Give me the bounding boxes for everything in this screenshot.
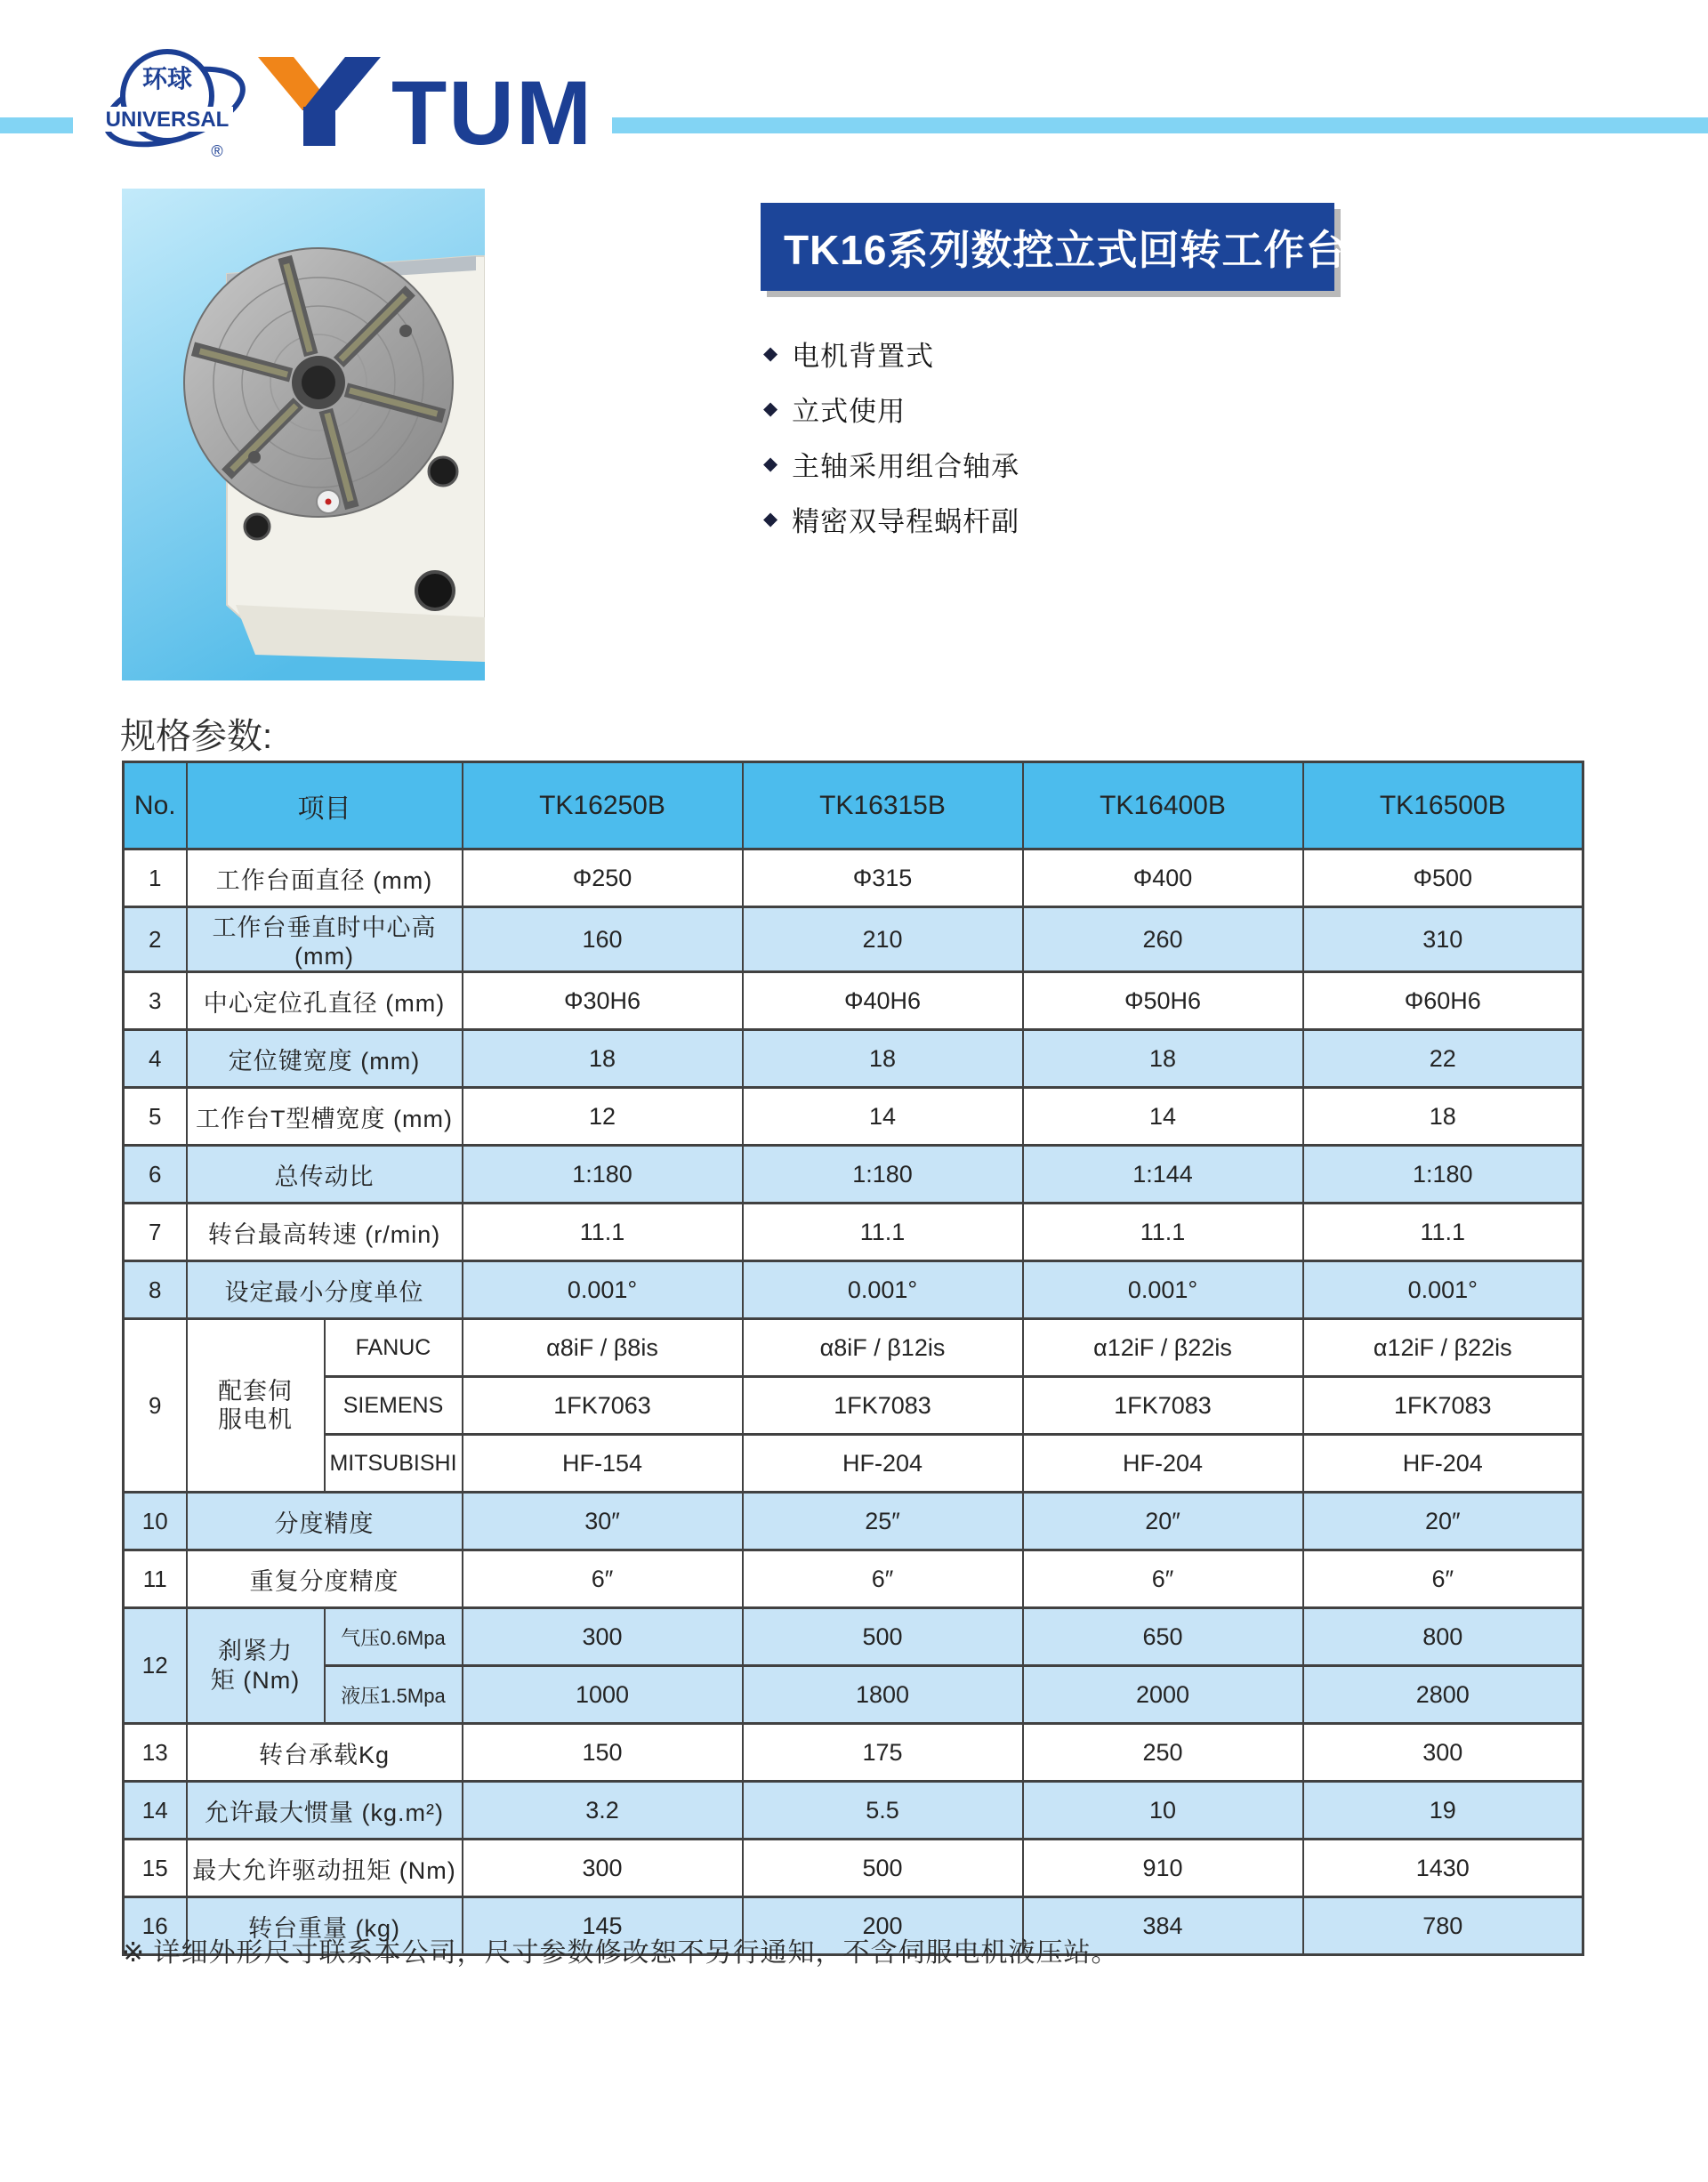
cell-value: 6″ (463, 1550, 743, 1608)
table-row (124, 849, 1583, 907)
feature-item (763, 436, 1019, 491)
row-label: 定位键宽度 (mm) (187, 1030, 463, 1088)
cell-value: 0.001° (463, 1261, 743, 1319)
cell-value: α8iF / β8is (463, 1319, 743, 1377)
cell-value: α12iF / β22is (1303, 1319, 1583, 1377)
cell-value: 650 (1023, 1608, 1303, 1666)
cell-value: 11.1 (463, 1204, 743, 1261)
feature-text: 主轴采用组合轴承 (792, 450, 1020, 482)
table-row (124, 1840, 1583, 1897)
cell-value: 12 (463, 1088, 743, 1146)
header-accent-bar-right (612, 117, 1708, 133)
feature-list (763, 326, 1019, 546)
series-title: TK16系列数控立式回转工作台 (784, 226, 1348, 273)
cell-value: HF-204 (1303, 1435, 1583, 1493)
cell-value: 210 (743, 907, 1023, 972)
cell-value: 500 (743, 1608, 1023, 1666)
cell-value: 2800 (1303, 1666, 1583, 1724)
cell-value: 1:180 (743, 1146, 1023, 1204)
table-row (124, 1204, 1583, 1261)
col-header-tk16315b: TK16315B (743, 762, 1023, 849)
cell-value: 11.1 (743, 1204, 1023, 1261)
y-stem (303, 107, 335, 146)
row-label: 最大允许驱动扭矩 (Nm) (187, 1840, 463, 1897)
cell-value: 14 (743, 1088, 1023, 1146)
cell-value: 300 (463, 1608, 743, 1666)
cell-value: 18 (463, 1030, 743, 1088)
universal-globe-logo (100, 32, 249, 181)
cell-value: 1FK7083 (1023, 1377, 1303, 1435)
cell-value: 30″ (463, 1493, 743, 1550)
table-row-servo-mitsubishi (124, 1435, 1583, 1493)
feature-item (763, 491, 1019, 546)
table-row-servo-siemens (124, 1377, 1583, 1435)
sub-label-siemens: SIEMENS (325, 1377, 463, 1435)
cell-value: 11.1 (1303, 1204, 1583, 1261)
cell-value: 0.001° (743, 1261, 1023, 1319)
row-no: 10 (124, 1493, 187, 1550)
col-header-tk16250b: TK16250B (463, 762, 743, 849)
cell-value: 800 (1303, 1608, 1583, 1666)
cell-value: 6″ (1023, 1550, 1303, 1608)
cell-value: Φ315 (743, 849, 1023, 907)
row-label: 转台承载Kg (187, 1724, 463, 1782)
wordmark-tum-text: TUM (391, 62, 593, 148)
cell-value: 250 (1023, 1724, 1303, 1782)
series-title-banner (761, 203, 1348, 291)
feature-text: 精密双导程蜗杆副 (792, 505, 1020, 537)
cell-value: 1430 (1303, 1840, 1583, 1897)
feature-item (763, 326, 1019, 381)
sub-label-air-pressure: 气压0.6Mpa (325, 1608, 463, 1666)
cell-value: 1:144 (1023, 1146, 1303, 1204)
cell-value: 11.1 (1023, 1204, 1303, 1261)
logo-registered-mark: ® (211, 142, 223, 160)
row-label: 转台重量 (kg) (187, 1897, 463, 1955)
cell-value: Φ60H6 (1303, 972, 1583, 1030)
col-header-no: No. (124, 762, 187, 849)
row-label: 重复分度精度 (187, 1550, 463, 1608)
col-header-tk16400b: TK16400B (1023, 762, 1303, 849)
row-no: 6 (124, 1146, 187, 1204)
feature-text: 电机背置式 (792, 340, 935, 372)
cell-value: 1FK7083 (743, 1377, 1023, 1435)
table-row (124, 907, 1583, 972)
row-label: 设定最小分度单位 (187, 1261, 463, 1319)
table-row (124, 1088, 1583, 1146)
cell-value: HF-204 (1023, 1435, 1303, 1493)
cell-value: 19 (1303, 1782, 1583, 1840)
col-header-item: 项目 (187, 762, 463, 849)
cell-value: 6″ (743, 1550, 1023, 1608)
row-label: 总传动比 (187, 1146, 463, 1204)
cell-value: 300 (463, 1840, 743, 1897)
cell-value: 10 (1023, 1782, 1303, 1840)
table-row-servo-fanuc (124, 1319, 1583, 1377)
spec-table (122, 761, 1584, 1956)
table-row (124, 1550, 1583, 1608)
diamond-bullet-icon: ◆ (763, 453, 778, 474)
row-label-servo-motor: 配套伺服电机 (187, 1319, 325, 1493)
row-label-brake-torque: 刹紧力矩 (Nm) (187, 1608, 325, 1724)
cell-value: 780 (1303, 1897, 1583, 1955)
cell-value: 1:180 (1303, 1146, 1583, 1204)
table-row (124, 1493, 1583, 1550)
row-label: 转台最高转速 (r/min) (187, 1204, 463, 1261)
header-accent-bar-left (0, 117, 73, 133)
cell-value: 310 (1303, 907, 1583, 972)
cell-value: α12iF / β22is (1023, 1319, 1303, 1377)
feature-item (763, 381, 1019, 436)
row-no: 8 (124, 1261, 187, 1319)
cell-value: α8iF / β12is (743, 1319, 1023, 1377)
cell-value: 1:180 (463, 1146, 743, 1204)
sub-label-mitsubishi: MITSUBISHI (325, 1435, 463, 1493)
table-row (124, 1724, 1583, 1782)
cell-value: 910 (1023, 1840, 1303, 1897)
cell-value: 25″ (743, 1493, 1023, 1550)
row-label: 工作台面直径 (mm) (187, 849, 463, 907)
footnote: ※ 详细外形尺寸联系本公司，尺寸参数修改恕不另行通知，不含伺服电机液压站。 (122, 1938, 1119, 1968)
cell-value: 150 (463, 1724, 743, 1782)
cell-value: 1000 (463, 1666, 743, 1724)
row-no: 12 (124, 1608, 187, 1724)
cell-value: 20″ (1023, 1493, 1303, 1550)
cell-value: 200 (743, 1897, 1023, 1955)
cell-value: Φ500 (1303, 849, 1583, 907)
row-label: 工作台垂直时中心高 (mm) (187, 907, 463, 972)
cell-value: 1800 (743, 1666, 1023, 1724)
table-row (124, 1261, 1583, 1319)
section-title: 规格参数: (120, 717, 273, 756)
cell-value: 0.001° (1303, 1261, 1583, 1319)
cell-value: HF-154 (463, 1435, 743, 1493)
row-no: 13 (124, 1724, 187, 1782)
cell-value: 18 (1023, 1030, 1303, 1088)
row-no: 15 (124, 1840, 187, 1897)
logo-cn-text: 环球 (141, 65, 193, 93)
knob-icon (416, 572, 454, 609)
row-no: 2 (124, 907, 187, 972)
table-row-brake-hydraulic (124, 1666, 1583, 1724)
diamond-bullet-icon: ◆ (763, 342, 778, 364)
logo-en-text: UNIVERSAL (105, 108, 230, 132)
sub-label-fanuc: FANUC (325, 1319, 463, 1377)
row-no: 9 (124, 1319, 187, 1493)
cell-value: Φ250 (463, 849, 743, 907)
cell-value: 500 (743, 1840, 1023, 1897)
cell-value: Φ30H6 (463, 972, 743, 1030)
cell-value: Φ400 (1023, 849, 1303, 907)
cell-value: 14 (1023, 1088, 1303, 1146)
globe-logo-icon (100, 32, 249, 181)
ytum-wordmark (256, 55, 630, 148)
knob-icon (245, 514, 270, 539)
cell-value: 300 (1303, 1724, 1583, 1782)
cell-value: 6″ (1303, 1550, 1583, 1608)
feature-text: 立式使用 (792, 395, 906, 427)
cell-value: 22 (1303, 1030, 1583, 1088)
table-row (124, 1146, 1583, 1204)
diamond-bullet-icon: ◆ (763, 508, 778, 529)
knob-icon (429, 457, 457, 486)
diamond-bullet-icon: ◆ (763, 398, 778, 419)
row-no: 5 (124, 1088, 187, 1146)
row-no: 1 (124, 849, 187, 907)
cell-value: Φ50H6 (1023, 972, 1303, 1030)
cell-value: 3.2 (463, 1782, 743, 1840)
cell-value: 0.001° (1023, 1261, 1303, 1319)
cell-value: 384 (1023, 1897, 1303, 1955)
cell-value: 18 (743, 1030, 1023, 1088)
cell-value: 1FK7063 (463, 1377, 743, 1435)
spec-table-header-row (124, 762, 1583, 849)
product-photo-rotary-table (122, 189, 485, 680)
row-label: 工作台T型槽宽度 (mm) (187, 1088, 463, 1146)
cell-value: 18 (1303, 1088, 1583, 1146)
row-no: 7 (124, 1204, 187, 1261)
cell-value: 2000 (1023, 1666, 1303, 1724)
table-row (124, 972, 1583, 1030)
row-label: 分度精度 (187, 1493, 463, 1550)
row-no: 14 (124, 1782, 187, 1840)
cell-value: 20″ (1303, 1493, 1583, 1550)
cell-value: 160 (463, 907, 743, 972)
table-row-brake-air (124, 1608, 1583, 1666)
row-label: 允许最大惯量 (kg.m²) (187, 1782, 463, 1840)
cell-value: HF-204 (743, 1435, 1023, 1493)
row-no: 16 (124, 1897, 187, 1955)
table-row (124, 1782, 1583, 1840)
cell-value: 260 (1023, 907, 1303, 972)
cell-value: 5.5 (743, 1782, 1023, 1840)
sub-label-hydraulic-pressure: 液压1.5Mpa (325, 1666, 463, 1724)
row-no: 3 (124, 972, 187, 1030)
row-no: 4 (124, 1030, 187, 1088)
cell-value: Φ40H6 (743, 972, 1023, 1030)
cell-value: 1FK7083 (1303, 1377, 1583, 1435)
col-header-tk16500b: TK16500B (1303, 762, 1583, 849)
cell-value: 175 (743, 1724, 1023, 1782)
cell-value: 145 (463, 1897, 743, 1955)
row-no: 11 (124, 1550, 187, 1608)
row-label: 中心定位孔直径 (mm) (187, 972, 463, 1030)
table-row (124, 1030, 1583, 1088)
